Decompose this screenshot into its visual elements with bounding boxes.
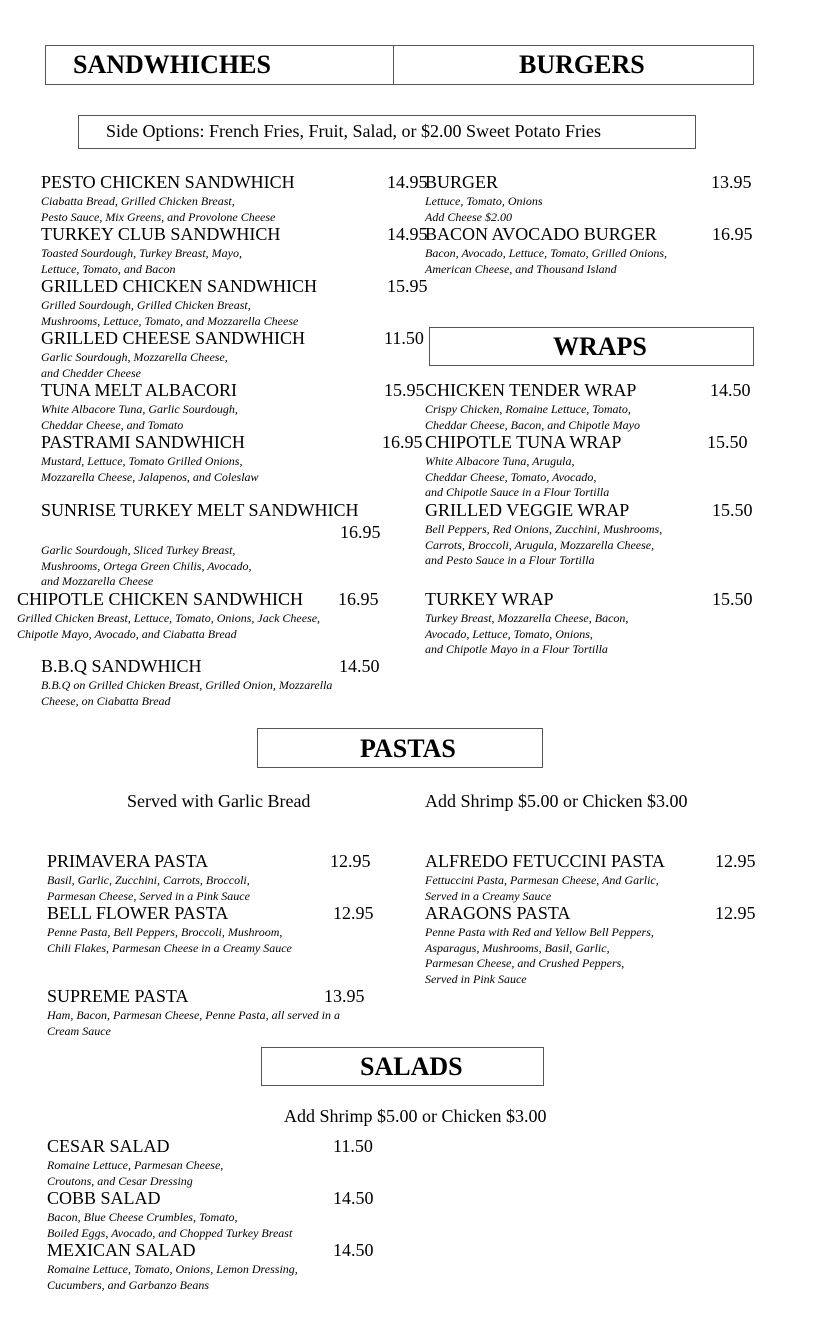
item-price: 12.95: [715, 851, 756, 871]
item-price: 14.95: [387, 172, 428, 192]
item-price: 14.95: [387, 224, 428, 244]
item-description: [425, 611, 628, 658]
item-price: 14.50: [333, 1188, 374, 1208]
item-description-line: and Chedder Cheese: [41, 365, 141, 380]
item-description-line: Bacon, Avocado, Lettuce, Tomato, Grilled Onions,: [425, 246, 667, 260]
item-description-line: Cream Sauce: [47, 1023, 111, 1038]
item-name: TURKEY WRAP: [425, 589, 554, 609]
item-price: 16.95: [338, 589, 379, 609]
pastas-heading: PASTAS: [360, 734, 456, 763]
item-description-line: Mustard, Lettuce, Tomato Grilled Onions,: [41, 454, 243, 468]
item-description: [47, 1008, 340, 1039]
header-divider: [393, 45, 394, 85]
item-name: ALFREDO FETUCCINI PASTA: [425, 851, 665, 871]
item-description-line: Romaine Lettuce, Parmesan Cheese,: [47, 1158, 224, 1172]
item-price: 16.95: [340, 522, 381, 542]
item-description: [41, 678, 332, 709]
item-description-line: Boiled Eggs, Avocado, and Chopped Turkey Breast: [47, 1225, 293, 1240]
item-price: 12.95: [715, 903, 756, 923]
item-description-line: and Chipotle Sauce in a Flour Tortilla: [425, 485, 610, 499]
item-price: 15.50: [712, 589, 753, 609]
item-description-line: Basil, Garlic, Zucchini, Carrots, Broccoli,: [47, 873, 250, 887]
item-price: 11.50: [384, 328, 424, 348]
item-description: [41, 454, 259, 485]
item-description-line: Cheddar Cheese, Bacon, and Chipotle Mayo: [425, 417, 640, 432]
item-description-line: B.B.Q on Grilled Chicken Breast, Grilled Onion, Mozzarella: [41, 678, 333, 692]
item-name: GRILLED CHEESE SANDWHICH: [41, 328, 305, 348]
item-description-line: Croutons, and Cesar Dressing: [47, 1173, 193, 1188]
item-description: [425, 522, 662, 569]
item-description-line: White Albacore Tuna, Garlic Sourdough,: [41, 402, 238, 416]
item-description-line: Chili Flakes, Parmesan Cheese in a Creamy Sauce: [47, 940, 292, 955]
item-description-line: Garlic Sourdough, Mozzarella Cheese,: [41, 350, 228, 364]
item-description-line: and Chipotle Mayo in a Flour Tortilla: [425, 642, 608, 656]
item-name: CHIPOTLE CHICKEN SANDWHICH: [17, 589, 303, 609]
item-price: 11.50: [333, 1136, 373, 1156]
item-description-line: Bell Peppers, Red Onions, Zucchini, Mushrooms,: [425, 522, 663, 536]
item-description-line: Romaine Lettuce, Tomato, Onions, Lemon Dressing,: [47, 1262, 298, 1276]
item-description: [47, 1210, 292, 1241]
item-name: B.B.Q SANDWHICH: [41, 656, 202, 676]
item-name: PASTRAMI SANDWHICH: [41, 432, 245, 452]
item-price: 13.95: [324, 986, 365, 1006]
item-description: [47, 873, 250, 904]
item-name: BACON AVOCADO BURGER: [425, 224, 657, 244]
item-description: [41, 350, 228, 381]
item-description-line: and Pesto Sauce in a Flour Tortilla: [425, 553, 595, 567]
item-name: MEXICAN SALAD: [47, 1240, 196, 1260]
item-description-line: Ciabatta Bread, Grilled Chicken Breast,: [41, 194, 235, 208]
wraps-heading: WRAPS: [553, 332, 647, 361]
item-price: 12.95: [333, 903, 374, 923]
salads-heading: SALADS: [360, 1052, 463, 1081]
item-description-line: Parmesan Cheese, and Crushed Peppers,: [425, 956, 625, 970]
item-description: [47, 1262, 298, 1293]
item-name: BURGER: [425, 172, 499, 192]
burgers-heading: BURGERS: [519, 50, 645, 79]
item-description-line: Turkey Breast, Mozzarella Cheese, Bacon,: [425, 611, 629, 625]
item-description-line: American Cheese, and Thousand Island: [425, 261, 617, 276]
item-name: SUPREME PASTA: [47, 986, 189, 1006]
item-description: [41, 402, 238, 433]
item-price: 14.50: [710, 380, 751, 400]
pasta-note-right: Add Shrimp $5.00 or Chicken $3.00: [425, 791, 688, 811]
item-description-line: Cucumbers, and Garbanzo Beans: [47, 1277, 209, 1292]
item-price: 15.95: [387, 276, 428, 296]
item-description: [425, 402, 640, 433]
item-name: BELL FLOWER PASTA: [47, 903, 229, 923]
item-description-line: Penne Pasta with Red and Yellow Bell Peppers,: [425, 925, 654, 939]
item-description-line: Bacon, Blue Cheese Crumbles, Tomato,: [47, 1210, 238, 1224]
item-name: TURKEY CLUB SANDWHICH: [41, 224, 281, 244]
item-description-line: Cheddar Cheese, and Tomato: [41, 417, 184, 432]
item-description-line: Cheddar Cheese, Tomato, Avocado,: [425, 469, 597, 484]
item-description: [425, 925, 654, 987]
item-price: 16.95: [382, 432, 423, 452]
item-price: 14.50: [333, 1240, 374, 1260]
item-description-line: Penne Pasta, Bell Peppers, Broccoli, Mushroom,: [47, 925, 283, 939]
item-description-line: Cheese, on Ciabatta Bread: [41, 693, 171, 708]
item-description-line: Chipotle Mayo, Avocado, and Ciabatta Bread: [17, 626, 237, 641]
item-description-line: Garlic Sourdough, Sliced Turkey Breast,: [41, 543, 236, 557]
item-name: CHICKEN TENDER WRAP: [425, 380, 637, 400]
item-name: CHIPOTLE TUNA WRAP: [425, 432, 622, 452]
item-description-line: Served in Pink Sauce: [425, 971, 527, 986]
item-description-line: Fettuccini Pasta, Parmesan Cheese, And Garlic,: [425, 873, 659, 887]
item-description-line: Mushrooms, Ortega Green Chilis, Avocado,: [41, 558, 252, 573]
item-name: PRIMAVERA PASTA: [47, 851, 209, 871]
item-description-line: Served in a Creamy Sauce: [425, 888, 552, 903]
item-description-line: Parmesan Cheese, Served in a Pink Sauce: [47, 888, 250, 903]
item-price: 13.95: [711, 172, 752, 192]
item-price: 12.95: [330, 851, 371, 871]
sandwiches-heading: SANDWHICHES: [73, 50, 271, 79]
item-description-line: White Albacore Tuna, Arugula,: [425, 454, 575, 468]
item-description-line: Asparagus, Mushrooms, Basil, Garlic,: [425, 940, 610, 955]
pasta-note-left: Served with Garlic Bread: [127, 791, 311, 811]
item-description-line: Carrots, Broccoli, Arugula, Mozzarella Cheese,: [425, 537, 655, 552]
item-price: 15.50: [712, 500, 753, 520]
item-price: 14.50: [339, 656, 380, 676]
salad-note: Add Shrimp $5.00 or Chicken $3.00: [284, 1106, 547, 1126]
item-name: TUNA MELT ALBACORI: [41, 380, 238, 400]
item-description: [47, 1158, 223, 1189]
item-description-line: Add Cheese $2.00: [425, 209, 512, 224]
item-price: 16.95: [712, 224, 753, 244]
item-description: [425, 873, 659, 904]
item-description-line: Grilled Chicken Breast, Lettuce, Tomato, Onions, Jack Cheese,: [17, 611, 321, 625]
item-name: CESAR SALAD: [47, 1136, 170, 1156]
item-name: PESTO CHICKEN SANDWHICH: [41, 172, 295, 192]
item-description: [425, 194, 543, 225]
item-description: [47, 925, 292, 956]
item-description: [425, 454, 609, 501]
item-name: COBB SALAD: [47, 1188, 161, 1208]
item-description-line: and Mozzarella Cheese: [41, 574, 154, 588]
item-description: [41, 298, 298, 329]
item-description-line: Mushrooms, Lettuce, Tomato, and Mozzarella Cheese: [41, 313, 299, 328]
side-options-text: Side Options: French Fries, Fruit, Salad, or $2.00 Sweet Potato Fries: [106, 121, 601, 141]
item-description-line: Ham, Bacon, Parmesan Cheese, Penne Pasta, all served in a: [47, 1008, 340, 1022]
item-description: [41, 543, 252, 590]
item-description: [41, 246, 242, 277]
item-price: 15.50: [707, 432, 748, 452]
item-description: [425, 246, 667, 277]
item-description-line: Lettuce, Tomato, Onions: [425, 194, 543, 208]
item-name: ARAGONS PASTA: [425, 903, 571, 923]
item-description: [41, 194, 275, 225]
item-name: GRILLED VEGGIE WRAP: [425, 500, 630, 520]
item-description-line: Pesto Sauce, Mix Greens, and Provolone Cheese: [41, 209, 276, 224]
item-description-line: Toasted Sourdough, Turkey Breast, Mayo,: [41, 246, 242, 260]
item-description-line: Avocado, Lettuce, Tomato, Onions,: [425, 626, 593, 641]
item-description-line: Lettuce, Tomato, and Bacon: [41, 261, 176, 276]
item-description-line: Crispy Chicken, Romaine Lettuce, Tomato,: [425, 402, 631, 416]
item-name: SUNRISE TURKEY MELT SANDWHICH: [41, 500, 359, 520]
item-description-line: Grilled Sourdough, Grilled Chicken Breast,: [41, 298, 251, 312]
item-description-line: Mozzarella Cheese, Jalapenos, and Coleslaw: [41, 469, 259, 484]
item-name: GRILLED CHICKEN SANDWHICH: [41, 276, 317, 296]
item-price: 15.95: [384, 380, 425, 400]
item-description: [17, 611, 320, 642]
